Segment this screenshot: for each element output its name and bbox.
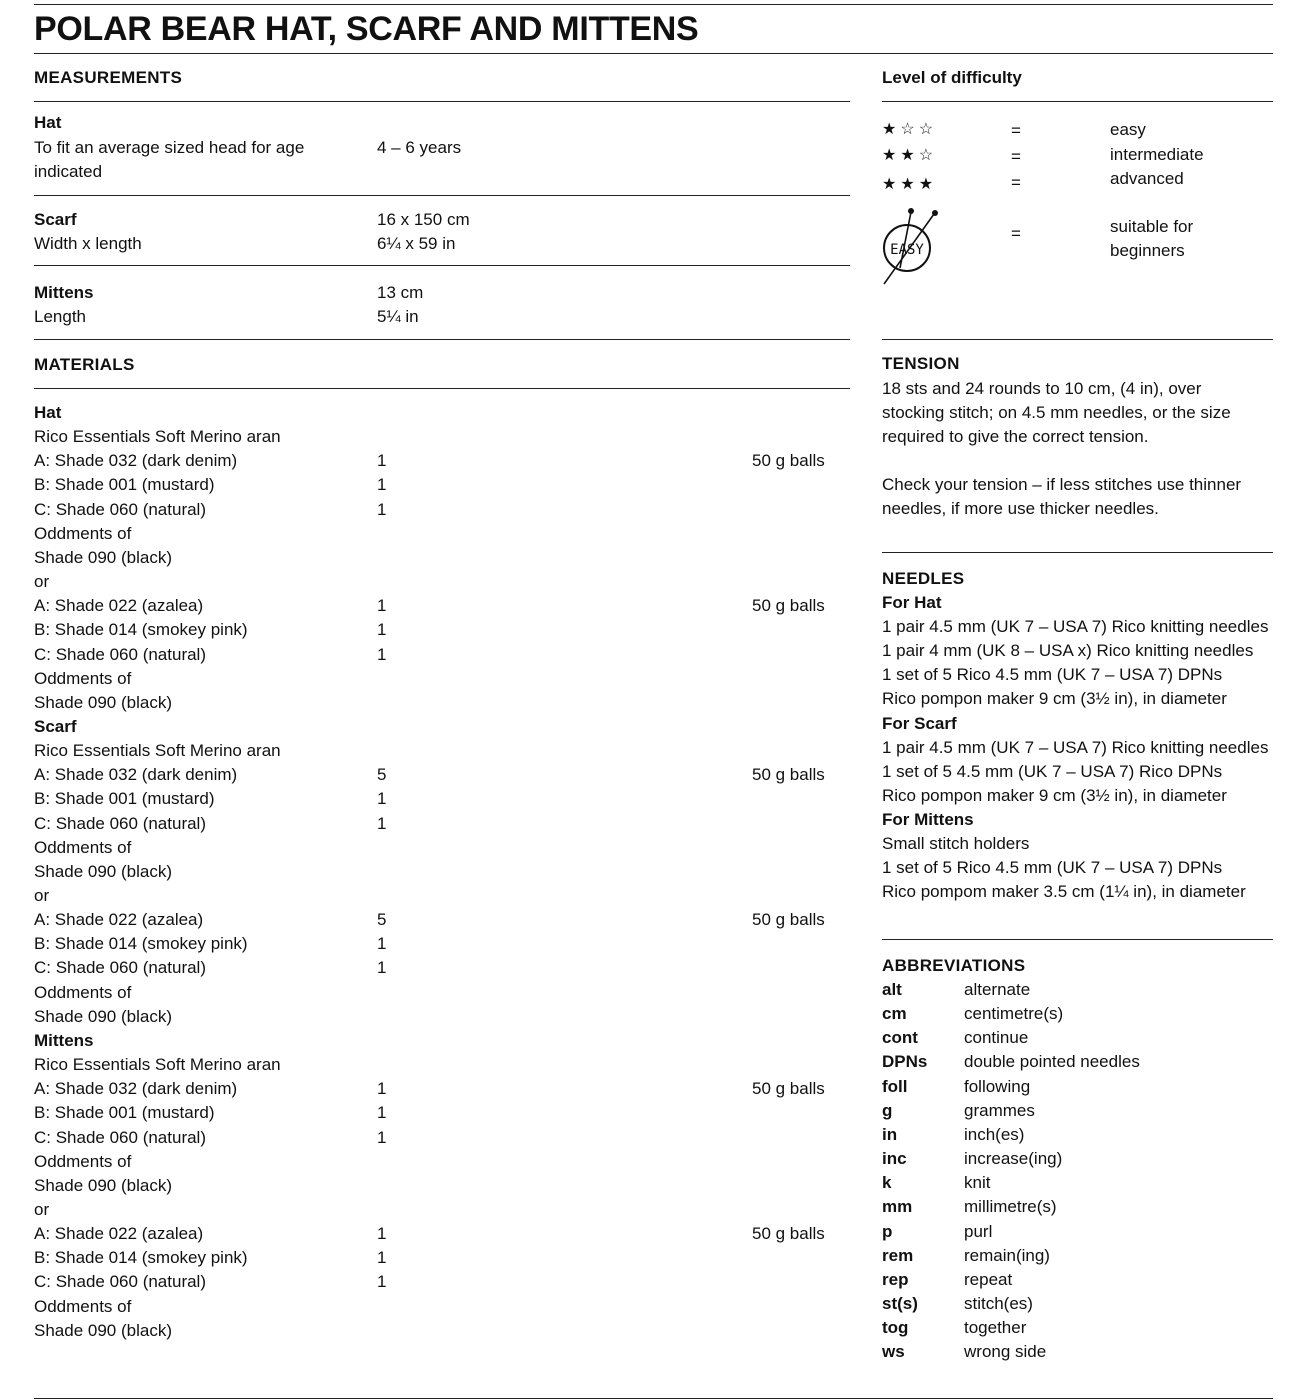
needles-item: Small stitch holders: [882, 834, 1030, 853]
needles-item: Rico pompon maker 9 cm (3½ in), in diameter: [882, 689, 1227, 708]
tension-line: required to give the correct tension.: [882, 427, 1149, 446]
divider: [34, 388, 850, 389]
equals-sign: =: [1011, 147, 1021, 166]
materials-item: Shade 090 (black): [34, 1007, 172, 1026]
abbreviation-meaning: stitch(es): [964, 1294, 1033, 1313]
rating-easy-stars: ★☆☆: [882, 121, 938, 138]
measurements-heading: MEASUREMENTS: [34, 68, 183, 87]
intermediate-label: intermediate: [1110, 145, 1204, 164]
abbreviation-meaning: grammes: [964, 1101, 1035, 1120]
equals-sign: =: [1011, 121, 1021, 140]
divider: [882, 339, 1273, 340]
tension-heading: TENSION: [882, 354, 960, 373]
beginners-label: suitable for: [1110, 217, 1194, 236]
materials-item: Oddments of: [34, 1297, 132, 1316]
needles-subheading: For Mittens: [882, 810, 974, 829]
abbreviation-meaning: alternate: [964, 980, 1031, 999]
divider: [34, 339, 850, 340]
materials-item: C: Shade 060 (natural): [34, 958, 206, 977]
materials-quantity: 1: [377, 1128, 387, 1147]
abbreviation-meaning: millimetre(s): [964, 1197, 1057, 1216]
materials-item: A: Shade 032 (dark denim): [34, 1079, 238, 1098]
materials-item: Oddments of: [34, 838, 132, 857]
materials-item: A: Shade 032 (dark denim): [34, 451, 238, 470]
tension-line: 18 sts and 24 rounds to 10 cm, (4 in), over: [882, 379, 1202, 398]
materials-subheading: Hat: [34, 403, 62, 422]
easy-label: easy: [1110, 120, 1146, 139]
scarf-measure-desc: Width x length: [34, 234, 142, 253]
abbreviation-term: cont: [882, 1028, 918, 1047]
scarf-measure-label: Scarf: [34, 210, 77, 229]
abbreviation-meaning: double pointed needles: [964, 1052, 1140, 1071]
materials-item: A: Shade 032 (dark denim): [34, 765, 238, 784]
materials-item: Shade 090 (black): [34, 693, 172, 712]
scarf-measure-value-in: 6¼ x 59 in: [377, 234, 456, 253]
materials-unit: 50 g balls: [752, 1224, 825, 1243]
materials-item: C: Shade 060 (natural): [34, 645, 206, 664]
abbreviation-term: alt: [882, 980, 902, 999]
materials-quantity: 1: [377, 789, 387, 808]
equals-sign: =: [1011, 224, 1021, 243]
materials-unit: 50 g balls: [752, 765, 825, 784]
needles-item: Rico pompon maker 9 cm (3½ in), in diameter: [882, 786, 1227, 805]
materials-item: Shade 090 (black): [34, 862, 172, 881]
needles-item: 1 set of 5 Rico 4.5 mm (UK 7 – USA 7) DPNs: [882, 858, 1223, 877]
materials-item: A: Shade 022 (azalea): [34, 1224, 204, 1243]
materials-item: C: Shade 060 (natural): [34, 1272, 206, 1291]
tension-line: stocking stitch; on 4.5 mm needles, or the size: [882, 403, 1231, 422]
abbreviations-heading: ABBREVIATIONS: [882, 956, 1026, 975]
abbreviation-meaning: together: [964, 1318, 1027, 1337]
difficulty-heading: Level of difficulty: [882, 68, 1022, 87]
top-rule: [34, 4, 1273, 5]
abbreviation-term: k: [882, 1173, 892, 1192]
materials-quantity: 1: [377, 1224, 387, 1243]
abbreviation-term: in: [882, 1125, 898, 1144]
divider: [34, 265, 850, 266]
materials-unit: 50 g balls: [752, 1079, 825, 1098]
abbreviation-meaning: wrong side: [964, 1342, 1047, 1361]
materials-quantity: 1: [377, 596, 387, 615]
abbreviation-term: cm: [882, 1004, 907, 1023]
divider: [882, 939, 1273, 940]
materials-item: B: Shade 001 (mustard): [34, 475, 215, 494]
abbreviation-term: DPNs: [882, 1052, 928, 1071]
needles-subheading: For Scarf: [882, 714, 957, 733]
materials-unit: 50 g balls: [752, 910, 825, 929]
materials-subheading: Scarf: [34, 717, 77, 736]
materials-unit: 50 g balls: [752, 596, 825, 615]
needles-item: 1 pair 4.5 mm (UK 7 – USA 7) Rico knitting needles: [882, 738, 1269, 757]
abbreviation-meaning: continue: [964, 1028, 1029, 1047]
materials-heading: MATERIALS: [34, 355, 135, 374]
materials-item: B: Shade 001 (mustard): [34, 789, 215, 808]
needles-item: 1 set of 5 Rico 4.5 mm (UK 7 – USA 7) DPNs: [882, 665, 1223, 684]
materials-quantity: 1: [377, 451, 387, 470]
materials-quantity: 1: [377, 645, 387, 664]
easy-knitting-badge-icon: [878, 204, 940, 292]
materials-item: B: Shade 001 (mustard): [34, 1103, 215, 1122]
materials-quantity: 1: [377, 934, 387, 953]
materials-quantity: 5: [377, 910, 387, 929]
title-rule: [34, 53, 1273, 54]
abbreviation-term: ws: [882, 1342, 905, 1361]
needles-item: 1 pair 4 mm (UK 8 – USA x) Rico knitting needles: [882, 641, 1254, 660]
beginners-label-2: beginners: [1110, 241, 1185, 260]
divider: [882, 552, 1273, 553]
materials-item: B: Shade 014 (smokey pink): [34, 1248, 248, 1267]
materials-item: Shade 090 (black): [34, 1321, 172, 1340]
abbreviation-meaning: remain(ing): [964, 1246, 1050, 1265]
divider: [34, 195, 850, 196]
rating-advanced-stars: ★★★: [882, 176, 938, 193]
abbreviation-term: rep: [882, 1270, 909, 1289]
advanced-label: advanced: [1110, 169, 1184, 188]
materials-quantity: 1: [377, 1272, 387, 1291]
materials-item: B: Shade 014 (smokey pink): [34, 620, 248, 639]
materials-item: Oddments of: [34, 1152, 132, 1171]
abbreviation-term: mm: [882, 1197, 913, 1216]
tension-line: needles, if more use thicker needles.: [882, 499, 1159, 518]
materials-item: C: Shade 060 (natural): [34, 500, 206, 519]
materials-item: Rico Essentials Soft Merino aran: [34, 427, 281, 446]
materials-item: or: [34, 572, 50, 591]
abbreviation-term: p: [882, 1222, 893, 1241]
materials-item: Shade 090 (black): [34, 548, 172, 567]
materials-unit: 50 g balls: [752, 451, 825, 470]
divider: [34, 101, 850, 102]
materials-subheading: Mittens: [34, 1031, 94, 1050]
abbreviation-meaning: inch(es): [964, 1125, 1025, 1144]
equals-sign: =: [1011, 173, 1021, 192]
bottom-rule: [34, 1398, 1273, 1399]
materials-item: Oddments of: [34, 524, 132, 543]
materials-item: A: Shade 022 (azalea): [34, 910, 204, 929]
materials-quantity: 1: [377, 1248, 387, 1267]
hat-measure-desc: To fit an average sized head for age: [34, 138, 305, 157]
mittens-measure-value-in: 5¼ in: [377, 307, 419, 326]
materials-item: A: Shade 022 (azalea): [34, 596, 204, 615]
materials-item: Oddments of: [34, 983, 132, 1002]
abbreviation-meaning: following: [964, 1077, 1031, 1096]
divider: [882, 101, 1273, 102]
needles-item: 1 pair 4.5 mm (UK 7 – USA 7) Rico knitting needles: [882, 617, 1269, 636]
hat-measure-desc-2: indicated: [34, 162, 103, 181]
materials-item: C: Shade 060 (natural): [34, 814, 206, 833]
mittens-measure-desc: Length: [34, 307, 86, 326]
materials-quantity: 1: [377, 958, 387, 977]
abbreviation-term: rem: [882, 1246, 914, 1265]
materials-quantity: 1: [377, 1103, 387, 1122]
abbreviation-meaning: increase(ing): [964, 1149, 1063, 1168]
materials-item: Shade 090 (black): [34, 1176, 172, 1195]
materials-item: Rico Essentials Soft Merino aran: [34, 741, 281, 760]
abbreviation-meaning: centimetre(s): [964, 1004, 1064, 1023]
materials-item: or: [34, 886, 50, 905]
mittens-measure-label: Mittens: [34, 283, 94, 302]
svg-text:EASY: EASY: [890, 242, 924, 258]
abbreviation-term: inc: [882, 1149, 907, 1168]
materials-quantity: 1: [377, 500, 387, 519]
abbreviation-meaning: repeat: [964, 1270, 1013, 1289]
abbreviation-meaning: knit: [964, 1173, 991, 1192]
materials-quantity: 1: [377, 1079, 387, 1098]
materials-quantity: 1: [377, 814, 387, 833]
abbreviation-term: st(s): [882, 1294, 918, 1313]
materials-quantity: 5: [377, 765, 387, 784]
materials-item: or: [34, 1200, 50, 1219]
scarf-measure-value-cm: 16 x 150 cm: [377, 210, 470, 229]
abbreviation-meaning: purl: [964, 1222, 993, 1241]
materials-quantity: 1: [377, 475, 387, 494]
materials-item: Rico Essentials Soft Merino aran: [34, 1055, 281, 1074]
needles-item: Rico pompom maker 3.5 cm (1¼ in), in diameter: [882, 882, 1246, 901]
materials-quantity: 1: [377, 620, 387, 639]
hat-measure-label: Hat: [34, 113, 62, 132]
hat-measure-value: 4 – 6 years: [377, 138, 462, 157]
abbreviation-term: foll: [882, 1077, 908, 1096]
needles-heading: NEEDLES: [882, 569, 965, 588]
abbreviation-term: tog: [882, 1318, 909, 1337]
rating-intermediate-stars: ★★☆: [882, 147, 938, 164]
needles-item: 1 set of 5 4.5 mm (UK 7 – USA 7) Rico DPNs: [882, 762, 1223, 781]
needles-subheading: For Hat: [882, 593, 942, 612]
materials-item: Oddments of: [34, 669, 132, 688]
materials-item: B: Shade 014 (smokey pink): [34, 934, 248, 953]
materials-item: C: Shade 060 (natural): [34, 1128, 206, 1147]
page-title: POLAR BEAR HAT, SCARF AND MITTENS: [34, 10, 699, 48]
mittens-measure-value-cm: 13 cm: [377, 283, 424, 302]
tension-line: Check your tension – if less stitches use thinner: [882, 475, 1242, 494]
abbreviation-term: g: [882, 1101, 893, 1120]
